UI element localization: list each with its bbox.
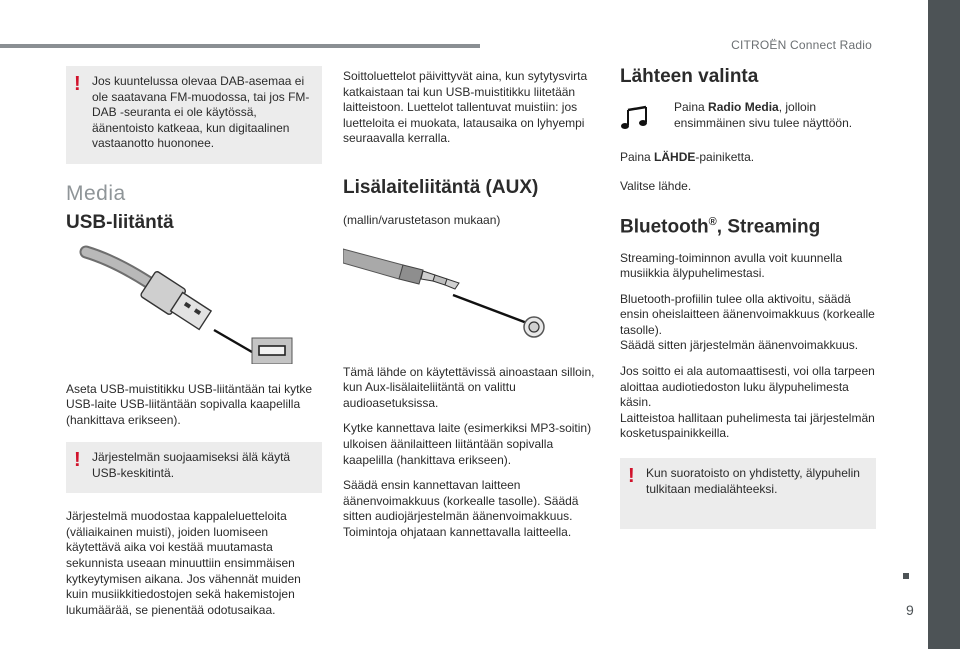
top-rule <box>0 44 480 48</box>
phone-source-note <box>620 458 876 529</box>
page-number: 9 <box>906 602 914 618</box>
warning-icon: ! <box>74 449 81 472</box>
column-3 <box>620 66 876 529</box>
radio-media-label: Radio Media <box>708 100 779 114</box>
aux-variant-note: (mallin/varustetason mukaan) <box>343 212 501 227</box>
media-heading: Media <box>66 181 126 205</box>
select-source-step: Valitse lähde. <box>620 178 692 193</box>
usb-connector-illustration <box>66 244 322 364</box>
usb-instructions: Aseta USB-muistitikku USB-liitäntään tai kytke USB-laite USB-liitäntään sopivalla kaapelilla (hankittava erikseen). <box>66 381 313 427</box>
source-selection-heading: Lähteen valinta <box>620 66 759 87</box>
lahde-label: LÄHDE <box>654 150 696 164</box>
playback-start-info: Jos soitto ei ala automaattisesti, voi olla tarpeen aloittaa audiotiedoston luku älypuhelimesta käsin. Laitteistoa hallitaan puhelimesta tai järjestelmän kosketuspainikkeilla. <box>620 364 875 441</box>
radio-media-step <box>620 100 876 136</box>
column-2 <box>343 69 599 551</box>
column-1 <box>66 66 322 628</box>
bluetooth-heading: Bluetooth®, Streaming <box>620 216 821 238</box>
continue-mark <box>903 573 909 579</box>
music-note-icon <box>620 104 652 132</box>
usb-hub-warning-note <box>66 442 322 493</box>
press-suffix: , jolloin ensimmäinen sivu tulee näyttöön. <box>674 100 853 130</box>
aux-jack-illustration <box>343 239 599 351</box>
press-prefix: Paina <box>674 100 709 114</box>
warning-icon: ! <box>74 73 81 95</box>
warning-icon: ! <box>628 465 635 488</box>
hub-note-text: Järjestelmän suojaamiseksi älä käytä USB-keskitintä. <box>92 450 291 480</box>
bluetooth-profile-info: Bluetooth-profiilin tulee olla aktivoitu, säädä ensin oheislaitteen äänenvoimakkuus (korkealle tasolle). Säädä sitten järjestelmän äänenvoimakkuus. <box>620 291 875 353</box>
aux-connect-instructions: Kytke kannettava laite (esimerkiksi MP3-soitin) ulkoisen äänilaitteen liitäntään sopivalla kaapelilla (hankittava erikseen). <box>343 421 592 467</box>
header-title: CITROËN Connect Radio <box>731 38 872 52</box>
aux-heading: Lisälaiteliitäntä (AUX) <box>343 176 539 198</box>
usb-heading: USB-liitäntä <box>66 211 174 233</box>
playlist-info: Järjestelmä muodostaa kappaleluetteloita (väliaikainen muisti), joiden luomiseen käytettävä aika voi kestää muutamasta sekunnista useaan minuuttiin ensimmäisen kytkeytymisen aikana. Jos vähennät muiden kuin musiikkitiedostojen sekä hakemistojen lukumäärää, se pienentää odotusaikaa. <box>66 509 301 617</box>
aux-availability: Tämä lähde on käytettävissä ainoastaan silloin, kun Aux-lisälaiteliitäntä on valittu audioasetuksissa. <box>343 364 595 410</box>
playlist-update-info: Soittoluettelot päivittyvät aina, kun sytytysvirta katkaistaan tai kun USB-muistitikku liitetään laitteistoon. Luettelot tallentuvat muistiin: jos luetteloita ei muokata, latausaika on lyhyempi seuraavalla kerralla. <box>343 69 588 146</box>
streaming-intro: Streaming-toiminnon avulla voit kuunnella musiikkia älypuhelimestasi. <box>620 250 843 281</box>
dab-note-text: Jos kuuntelussa olevaa DAB-asemaa ei ole saatavana FM-muodossa, tai jos FM-DAB -seuranta ei ole käytössä, äänentoisto katkeaa, kun digitaalinen vastaanotto huononee. <box>92 74 310 150</box>
aux-volume-instructions: Säädä ensin kannettavan laitteen äänenvoimakkuus (korkealle tasolle). Säädä sitten audiojärjestelmän äänenvoimakkuus. Toimintoja ohjataan kannettavalla laitteella. <box>343 478 579 539</box>
source-button-step: Paina LÄHDE-painiketta. <box>620 150 755 164</box>
dab-warning-note <box>66 66 322 164</box>
side-band <box>928 0 960 649</box>
phone-note-text: Kun suoratoisto on yhdistetty, älypuhelin tulkitaan medialähteeksi. <box>646 466 860 496</box>
